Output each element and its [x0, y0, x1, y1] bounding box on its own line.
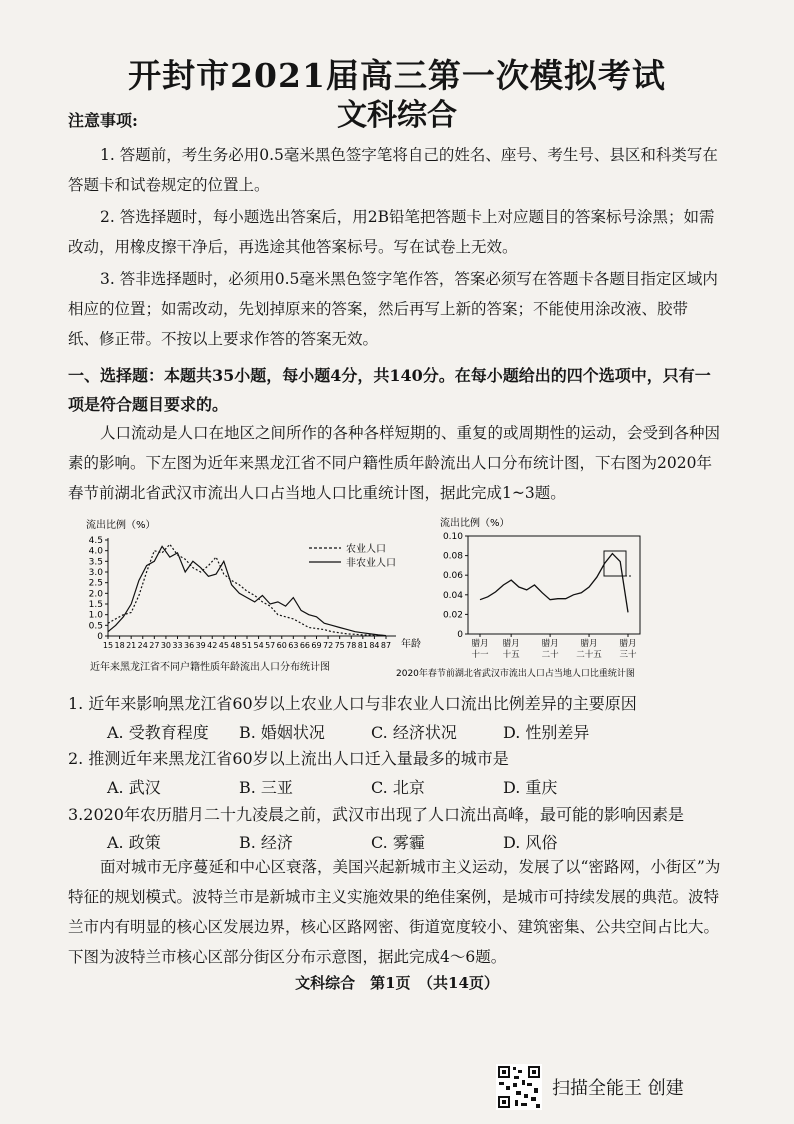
chart-left-ytick-label: 2.0 — [88, 589, 103, 600]
notice-item-3: 3. 答非选择题时，必须用0.5毫米黑色签字笔作答，答案必须写在答题卡各题目指定区域内相应的位置；如需改动，先划掉原来的答案，然后再写上新的答案；不能使用涂改液、胶带纸、修正带。不按以上要求作答的答案无效。 — [68, 270, 718, 348]
peak-highlight-box — [604, 551, 626, 576]
chart-left-xlabel: 年龄 — [401, 639, 421, 650]
chart-left-title: 近年来黑龙江省不同户籍性质年龄流出人口分布统计图 — [90, 662, 330, 673]
chart-left-xtick-label: 24 — [137, 641, 148, 650]
chart-right — [396, 516, 640, 679]
page-footer: 文科综合 第1页 （共14页） — [295, 974, 499, 992]
chart-left-legend — [309, 542, 396, 569]
chart-right-ylabel: 流出比例（%） — [440, 518, 510, 529]
section-intro: 人口流动是人口在地区之间所作的各种各样短期的、重复的或周期性的运动，会受到各种因素的影响。下左图为近年来黑龙江省不同户籍性质年龄流出人口分布统计图，下右图为2020年春节前湖北省武汉市流出人口占当地人口比重统计图，据此完成1~3题。 — [68, 424, 721, 502]
q2-option-d: D. 重庆 — [503, 778, 558, 797]
q3-option-a: A. 政策 — [107, 833, 161, 852]
chart-right-title: 2020年春节前湖北省武汉市流出人口占当地人口比重统计图 — [396, 669, 635, 679]
chart-left-xtick-label: 57 — [265, 641, 276, 650]
chart-right-ytick-label: 0 — [457, 630, 463, 640]
chart-right-xtick-month: 腊月 — [541, 639, 559, 649]
chart-left-xtick-label: 72 — [322, 641, 334, 650]
chart-left-ytick-label: 3.0 — [88, 568, 103, 578]
chart-right-xtick-month: 腊月 — [580, 639, 598, 649]
chart-right-ytick-label: 0.10 — [442, 532, 463, 542]
wuhan-outflow-line — [480, 554, 628, 613]
chart-left-xtick-label: 84 — [369, 641, 380, 650]
q1-option-c: C. 经济状况 — [371, 723, 457, 742]
chart-left-ytick-label: 1.5 — [88, 600, 103, 610]
chart-left-xtick-label: 21 — [126, 641, 137, 650]
chart-left-xtick-label: 87 — [380, 641, 392, 650]
notice-item-2: 2. 答选择题时，每小题选出答案后，用2B铅笔把答题卡上对应题目的答案标号涂黑；如需改动，用橡皮擦干净后，再选途其他答案标号。写在试卷上无效。 — [68, 208, 715, 256]
chart-left-xtick-label: 39 — [195, 641, 206, 650]
chart-left-ytick-label: 4.0 — [88, 546, 103, 557]
q2-option-a: A. 武汉 — [107, 778, 161, 797]
chart-right-xtick-month: 腊月 — [471, 639, 489, 649]
chart-right-xtick-day: 二十五 — [576, 650, 602, 660]
scanner-label: 扫描全能王 创建 — [552, 1078, 684, 1099]
question-3: 3.2020年农历腊月二十九凌晨之前，武汉市出现了人口流出高峰，最可能的影响因素是 — [68, 805, 684, 824]
q1-option-b: B. 婚姻状况 — [239, 723, 325, 742]
question-3-options — [107, 830, 635, 853]
chart-left-xtick-label: 78 — [346, 641, 357, 650]
chart-left-xtick-label: 69 — [311, 641, 322, 650]
q1-option-d: D. 性别差异 — [503, 723, 590, 742]
section-heading: 一、选择题：本题共35小题，每小题4分，共140分。在每小题给出的四个选项中，只有一项是符合题目要求的。 — [68, 366, 711, 414]
chart-right-xtick-day: 十一 — [471, 650, 489, 660]
chart-left-xtick-label: 63 — [288, 641, 299, 650]
notice-heading: 注意事项: — [68, 111, 138, 130]
passage-2: 面对城市无序蔓延和中心区衰落，美国兴起新城市主义运动，发展了以“密路网，小街区”为特征的规划模式。波特兰市是新城市主义实施效果的绝佳案例，是城市可持续发展的典范。波特兰市内有明显的核心区发展边界，核心区路网密、街道宽度较小、建筑密集、公共空间占比大。下图为波特兰市核心区部分街区分布示意图，据此完成4～6题。 — [68, 858, 721, 966]
chart-right-ytick-label: 0.08 — [442, 551, 463, 562]
chart-right-xtick-day: 二十 — [541, 650, 559, 660]
chart-left-xtick-label: 54 — [253, 641, 264, 650]
chart-left-ytick-label: 2.5 — [88, 578, 103, 589]
q1-option-a: A. 受教育程度 — [107, 723, 209, 742]
chart-right-ytick-label: 0.04 — [442, 590, 463, 601]
chart-left-ytick-label: 3.5 — [88, 557, 103, 568]
chart-left-xtick-label: 66 — [299, 641, 311, 650]
question-1: 1. 近年来影响黑龙江省60岁以上农业人口与非农业人口流出比例差异的主要原因 — [68, 694, 637, 713]
chart-left-xtick-label: 27 — [149, 641, 160, 650]
chart-left-ytick-label: 4.5 — [88, 536, 103, 546]
chart-right-xtick-month: 腊月 — [619, 639, 637, 649]
q2-option-b: B. 三亚 — [239, 778, 293, 797]
legend-nonagri-label: 非农业人口 — [346, 558, 396, 569]
chart-left — [86, 518, 421, 673]
chart-left-ytick-label: 1.0 — [88, 610, 103, 621]
question-1-options — [107, 720, 635, 743]
chart-left-xtick-label: 36 — [183, 641, 195, 650]
chart-right-xtick-day: 三十 — [619, 650, 637, 660]
chart-left-xtick-label: 18 — [114, 641, 125, 650]
question-2-options — [107, 775, 635, 798]
chart-left-xtick-label: 75 — [334, 641, 345, 650]
chart-left-xtick-label: 81 — [357, 641, 368, 650]
chart-right-xtick-month: 腊月 — [502, 639, 520, 649]
chart-left-xtick-label: 33 — [172, 641, 183, 650]
notice-item-1: 1. 答题前，考生务必用0.5毫米黑色签字笔将自己的姓名、座号、考生号、县区和科类写在答题卡和试卷规定的位置上。 — [68, 146, 718, 194]
chart-left-xtick-label: 30 — [160, 641, 172, 650]
q3-option-b: B. 经济 — [239, 833, 293, 852]
q3-option-d: D. 风俗 — [503, 833, 558, 852]
chart-right-ytick-label: 0.06 — [442, 571, 463, 582]
chart-left-xtick-label: 15 — [102, 641, 114, 650]
chart-left-ytick-label: 0 — [97, 632, 103, 642]
qr-code-icon — [496, 1064, 542, 1110]
chart-left-xtick-label: 48 — [230, 641, 241, 650]
chart-left-xtick-label: 60 — [276, 641, 287, 650]
chart-right-ytick-label: 0.02 — [442, 610, 463, 621]
exam-subtitle: 文科综合 — [337, 98, 457, 133]
legend-agri-label: 农业人口 — [346, 544, 386, 555]
charts-figure — [86, 516, 692, 686]
series-agricultural-line — [108, 544, 386, 635]
chart-left-ytick-label: 0.5 — [88, 621, 103, 632]
chart-right-xtick-day: 十五 — [502, 650, 520, 660]
chart-left-xtick-label: 51 — [241, 641, 253, 650]
exam-title: 开封市2021届高三第一次模拟考试 — [128, 56, 666, 95]
chart-left-ylabel: 流出比例（%） — [86, 520, 156, 531]
q2-option-c: C. 北京 — [371, 778, 425, 797]
series-nonagricultural-line — [108, 546, 386, 635]
scanner-watermark — [496, 1064, 684, 1110]
question-2: 2. 推测近年来黑龙江省60岁以上流出人口迁入量最多的城市是 — [68, 749, 509, 768]
q3-option-c: C. 雾霾 — [371, 833, 425, 852]
chart-left-xtick-label: 45 — [218, 641, 229, 650]
chart-left-xtick-label: 42 — [207, 641, 218, 650]
